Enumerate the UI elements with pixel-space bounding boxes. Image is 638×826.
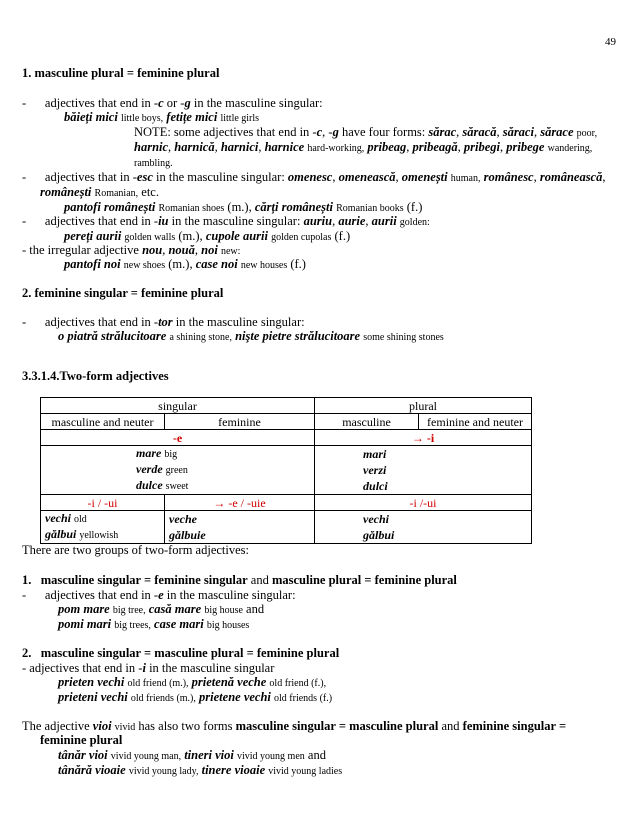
gloss: old friend (f.), xyxy=(269,678,327,689)
example-word: pomi mari xyxy=(58,617,112,631)
group-2-bullet xyxy=(22,661,274,676)
cell xyxy=(315,527,532,544)
word: noi xyxy=(201,243,218,257)
word: auriu xyxy=(303,214,333,228)
word: mari xyxy=(363,447,387,461)
gloss: old friends (m.), xyxy=(130,693,196,704)
word: românești xyxy=(40,185,92,199)
word: mare xyxy=(136,446,162,460)
dash: - xyxy=(22,170,27,184)
word: românesc xyxy=(483,170,534,184)
s1-example-4 xyxy=(64,257,306,273)
gloss: green xyxy=(165,465,188,476)
table-row xyxy=(41,495,532,511)
gloss: vivid xyxy=(114,722,136,733)
group-1-example-2 xyxy=(58,617,249,633)
table-row xyxy=(41,527,532,544)
word: dulci xyxy=(363,479,388,493)
example-word: prieteni vechi xyxy=(58,690,128,704)
word: dulce xyxy=(136,478,163,492)
word: românească xyxy=(539,170,603,184)
example-word: prietene vechi xyxy=(199,690,271,704)
text: and xyxy=(307,748,326,762)
gloss: vivid young men xyxy=(236,751,305,762)
example-word: prieten vechi xyxy=(58,675,125,689)
ending-singular-e: -e xyxy=(41,430,315,446)
s2-example-1 xyxy=(58,329,444,345)
word: harnici xyxy=(220,140,259,154)
group-1-bullet xyxy=(22,588,296,603)
gloss: a shining stone, xyxy=(169,332,232,343)
header-fem-neuter: feminine and neuter xyxy=(419,414,532,430)
gloss: poor, xyxy=(576,128,598,139)
gloss: new shoes xyxy=(123,260,166,271)
page-number: 49 xyxy=(605,36,616,48)
example-word: pantofi noi xyxy=(64,257,121,271)
word: harnic xyxy=(134,140,169,154)
ending: esc xyxy=(136,170,153,184)
text: in the masculine singular xyxy=(145,661,275,675)
text: (f.) xyxy=(334,229,351,243)
gloss: big house xyxy=(204,605,243,616)
word: sărace xyxy=(540,125,574,139)
gloss: golden cupolas xyxy=(271,232,332,243)
table-row xyxy=(41,462,532,478)
cell xyxy=(315,446,532,463)
header-plural: plural xyxy=(315,398,532,414)
s1-bullet-4: - the irregular adjective nou, nouă, noi new: xyxy=(22,243,241,257)
text: and xyxy=(247,573,272,587)
example-word: tinere vioaie xyxy=(201,763,266,777)
word: aurie xyxy=(338,214,366,228)
text: adjectives that in - xyxy=(44,170,137,184)
word: pribeagă xyxy=(412,140,458,154)
vioi-paragraph-line-2: feminine plural xyxy=(40,733,123,747)
gloss: old xyxy=(74,514,87,525)
section-1-heading: 1. masculine plural = feminine plural xyxy=(22,66,220,80)
gloss: Romanian, xyxy=(94,188,139,199)
gloss: little girls xyxy=(220,113,260,124)
example-word: casă mare xyxy=(148,602,202,616)
group-2-example-1 xyxy=(58,675,326,691)
word: veche xyxy=(169,512,197,526)
note-line-3: rambling. xyxy=(134,158,173,169)
gloss: big xyxy=(164,449,178,460)
cell xyxy=(41,478,315,495)
gloss: old friends (f.) xyxy=(274,693,333,704)
text: 1. xyxy=(22,573,32,587)
gloss: Romanian shoes xyxy=(158,203,225,214)
section-3-heading: 3.3.1.4.Two-form adjectives xyxy=(22,369,169,383)
two-form-adjectives-table xyxy=(40,397,532,544)
example-word: cupole aurii xyxy=(205,229,268,243)
text: masculine singular = masculine plural xyxy=(235,719,439,733)
table-row xyxy=(41,511,532,528)
gloss: vivid young man, xyxy=(110,751,182,762)
cell xyxy=(165,527,315,544)
gloss: new houses xyxy=(240,260,288,271)
word: gălbui xyxy=(45,527,77,541)
word: omenească xyxy=(338,170,396,184)
example-word: băieți mici xyxy=(64,110,118,124)
text: in the masculine singular: xyxy=(190,96,323,110)
header-singular: singular xyxy=(41,398,315,414)
ending-plural-i: → -i xyxy=(315,430,532,446)
example-word: tânără vioaie xyxy=(58,763,126,777)
word: harnică xyxy=(174,140,215,154)
text: in the masculine singular: xyxy=(172,315,305,329)
text: adjectives that end in - xyxy=(44,214,159,228)
dash: - xyxy=(22,588,27,602)
text: The adjective xyxy=(22,719,93,733)
text: adjectives that end in - xyxy=(44,96,159,110)
s1-bullet-2: - adjectives that in -esc in the masculine singular: omenesc, omenească, omenești human, românesc, românească, xyxy=(22,170,606,184)
cell xyxy=(41,527,165,544)
cell xyxy=(41,446,315,463)
text: in the masculine singular: xyxy=(152,170,288,184)
text: adjectives that end in - xyxy=(44,315,159,329)
text: in the masculine singular: xyxy=(168,214,304,228)
table-row xyxy=(41,446,532,463)
word: pribeag xyxy=(367,140,407,154)
cell xyxy=(315,511,532,528)
example-word: case mari xyxy=(154,617,204,631)
gloss: some shining stones xyxy=(363,332,444,343)
vioi-example-1 xyxy=(58,748,326,764)
example-word: fetițe mici xyxy=(166,110,218,124)
gloss: golden walls xyxy=(124,232,176,243)
word: vechi xyxy=(45,511,71,525)
header-feminine: feminine xyxy=(165,414,315,430)
gloss: human, xyxy=(450,173,481,184)
gloss: old friend (m.), xyxy=(127,678,189,689)
cell xyxy=(41,462,315,478)
word: vioi xyxy=(92,719,112,733)
text: - adjectives that end in - xyxy=(22,661,143,675)
example-word: pereți aurii xyxy=(64,229,122,243)
text: etc. xyxy=(141,185,159,199)
gloss: sweet xyxy=(165,481,189,492)
text: have four forms: xyxy=(338,125,429,139)
text: NOTE: some adjectives that end in - xyxy=(134,125,317,139)
text: , - xyxy=(322,125,333,139)
cell xyxy=(41,511,165,528)
ending: iu xyxy=(158,214,169,228)
s1-bullet-1 xyxy=(22,96,323,111)
text: adjectives that end in - xyxy=(44,588,159,602)
word: nou xyxy=(142,243,163,257)
word: gălbuie xyxy=(169,528,206,542)
word: omenești xyxy=(401,170,448,184)
gloss: vivid young lady, xyxy=(128,766,199,777)
text: (f.) xyxy=(290,257,306,271)
group-2-heading xyxy=(22,646,339,661)
ending: c xyxy=(316,125,323,139)
ending-masc-i-ui: -i / -ui xyxy=(41,495,165,511)
word: verzi xyxy=(363,463,387,477)
gloss: wandering, xyxy=(547,143,593,154)
gloss: big houses xyxy=(206,620,250,631)
example-word: pantofi românești xyxy=(64,200,156,214)
word: vechi xyxy=(363,512,390,526)
ending: e xyxy=(158,588,164,602)
text: has also two forms xyxy=(135,719,236,733)
table-row xyxy=(41,478,532,495)
text: and xyxy=(246,602,265,616)
example-word: tineri vioi xyxy=(184,748,234,762)
word: omenesc xyxy=(287,170,333,184)
gloss: vivid young ladies xyxy=(268,766,343,777)
cell xyxy=(315,462,532,478)
word: săraci xyxy=(502,125,534,139)
text: in the masculine singular: xyxy=(163,588,296,602)
vioi-example-2 xyxy=(58,763,342,779)
gloss: golden: xyxy=(399,217,430,228)
group-1-heading xyxy=(22,573,457,588)
table-row xyxy=(41,430,532,446)
ending: tor xyxy=(158,315,173,329)
word: pribege xyxy=(506,140,545,154)
text: and xyxy=(438,719,463,733)
dash: - xyxy=(22,214,27,228)
note-line-2: harnic, harnică, harnici, harnice hard-working, pribeag, pribeagă, pribegi, pribege wandering, xyxy=(134,140,593,154)
text: 2. xyxy=(22,646,32,660)
word: harnice xyxy=(264,140,305,154)
example-word: nişte pietre strălucitoare xyxy=(235,329,361,343)
header-masc-neuter: masculine and neuter xyxy=(41,414,165,430)
gloss: little boys, xyxy=(120,113,164,124)
text: (f.) xyxy=(406,200,423,214)
text: or - xyxy=(163,96,185,110)
cell xyxy=(165,511,315,528)
gloss: yellowish xyxy=(79,530,119,541)
cell xyxy=(315,478,532,495)
table-row xyxy=(41,414,532,430)
example-word: case noi xyxy=(195,257,238,271)
ending: i xyxy=(142,661,146,675)
dash: - xyxy=(22,96,27,110)
groups-intro: There are two groups of two-form adjectives: xyxy=(22,543,250,557)
example-word: pom mare xyxy=(58,602,110,616)
text: masculine plural = feminine plural xyxy=(271,573,457,587)
word: sărac xyxy=(428,125,457,139)
word: pribegi xyxy=(463,140,501,154)
text: - the irregular adjective xyxy=(22,243,143,257)
dash: - xyxy=(22,315,27,329)
group-1-example-1 xyxy=(58,602,264,618)
ending-fem-e-uie: → -e / -uie xyxy=(165,495,315,511)
gloss: hard-working, xyxy=(307,143,365,154)
text: masculine singular = feminine singular xyxy=(40,573,248,587)
word: gălbui xyxy=(363,528,395,542)
text: (m.), xyxy=(168,257,193,271)
example-word: cărți românești xyxy=(254,200,333,214)
word: nouă xyxy=(168,243,195,257)
text: masculine singular = masculine plural = feminine plural xyxy=(40,646,340,660)
gloss: big tree, xyxy=(112,605,146,616)
ending: g xyxy=(332,125,339,139)
s1-bullet-3: - adjectives that end in -iu in the masculine singular: auriu, aurie, aurii golden: xyxy=(22,214,430,228)
gloss: new: xyxy=(220,246,241,257)
text: (m.), xyxy=(178,229,203,243)
gloss: Romanian books xyxy=(336,203,404,214)
text: (m.), xyxy=(227,200,252,214)
text: feminine singular = xyxy=(462,719,567,733)
gloss: big trees, xyxy=(114,620,151,631)
s2-bullet-1 xyxy=(22,315,305,330)
example-word: o piatră strălucitoare xyxy=(58,329,167,343)
word: săracă xyxy=(462,125,497,139)
ending: g xyxy=(184,96,191,110)
ending-plural-i-ui: -i /-ui xyxy=(315,495,532,511)
section-2-heading: 2. feminine singular = feminine plural xyxy=(22,286,224,300)
word: verde xyxy=(136,462,163,476)
word: aurii xyxy=(371,214,397,228)
ending: c xyxy=(158,96,164,110)
group-2-example-2 xyxy=(58,690,332,706)
note-line-1: NOTE: some adjectives that end in -c, -g have four forms: sărac, săracă, săraci, sărace poor, xyxy=(134,125,598,139)
example-word: tânăr vioi xyxy=(58,748,108,762)
table-row xyxy=(41,398,532,414)
s1-example-1 xyxy=(64,110,259,126)
s1-bullet-2-cont xyxy=(40,185,159,201)
header-masculine: masculine xyxy=(315,414,419,430)
example-word: prietenă veche xyxy=(191,675,267,689)
